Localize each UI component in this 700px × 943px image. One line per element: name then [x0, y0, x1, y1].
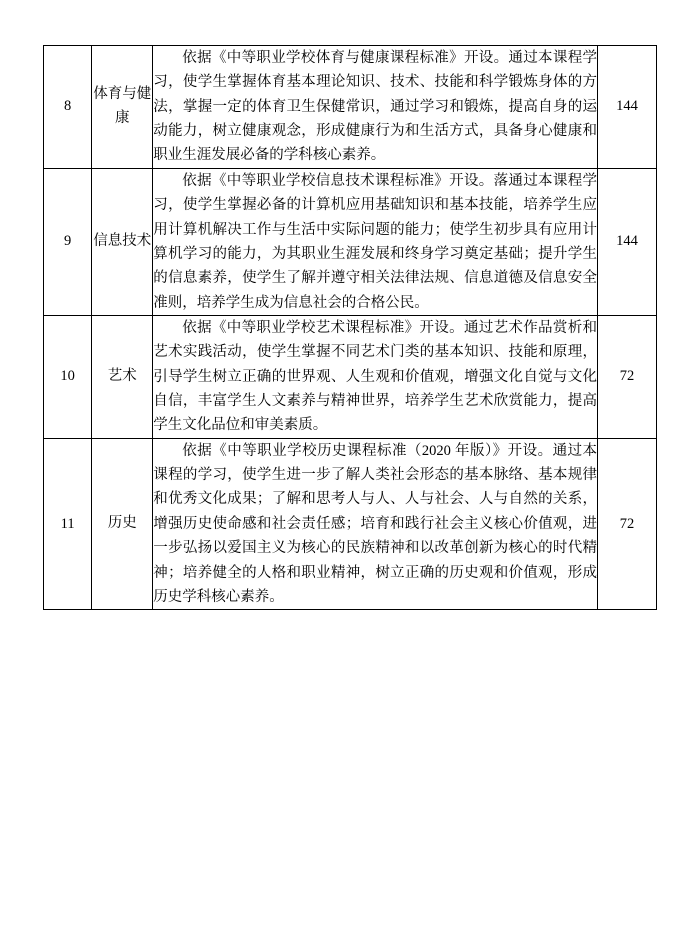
- course-name-text: 体育与健康: [93, 86, 152, 126]
- course-table-body: [44, 46, 657, 610]
- course-name-text: 艺术: [107, 368, 137, 385]
- row-number: 10: [44, 315, 92, 438]
- course-description: [153, 46, 598, 169]
- row-number: 11: [44, 438, 92, 610]
- course-hours: 72: [598, 315, 657, 438]
- course-table: [43, 45, 657, 610]
- course-description: [153, 438, 598, 610]
- course-description-text: 依据《中等职业学校历史课程标准（2020 年版）》开设。通过本课程的学习，使学生进一步了解人类社会形态的基本脉络、基本规律和优秀文化成果；了解和思考人与人、人与社会、人与自然的关系，增强历史使命感和社会责任感；培育和践行社会主义核心价值观，进一步弘扬以爱国主义为核心的民族精神和以改革创新为核心的时代精神；培养健全的人格和职业精神，树立正确的历史观和价值观，形成历史学科核心素养。: [153, 442, 598, 605]
- table-row: [44, 168, 657, 315]
- course-description-text: 依据《中等职业学校艺术课程标准》开设。通过艺术作品赏析和艺术实践活动，使学生掌握不同艺术门类的基本知识、技能和原理，引导学生树立正确的世界观、人生观和价值观，增强文化自觉与文化自信，丰富学生人文素养与精神世界，培养学生艺术欣赏能力，提高学生文化品位和审美素质。: [153, 319, 598, 434]
- course-hours: 144: [598, 46, 657, 169]
- course-name: [92, 46, 153, 169]
- course-description-text: 依据《中等职业学校信息技术课程标准》开设。落通过本课程学习，使学生掌握必备的计算机应用基础知识和基本技能，培养学生应用计算机解决工作与生活中实际问题的能力；使学生初步具有应用计算机学习的能力，为其职业生涯发展和终身学习奠定基础；提升学生的信息素养，使学生了解并遵守相关法律法规、信息道德及信息安全准则，培养学生成为信息社会的合格公民。: [153, 172, 598, 311]
- table-row: [44, 315, 657, 438]
- course-name: [92, 438, 153, 610]
- course-name: [92, 168, 153, 315]
- course-description-text: 依据《中等职业学校体育与健康课程标准》开设。通过本课程学习，使学生掌握体育基本理论知识、技术、技能和科学锻炼身体的方法，掌握一定的体育卫生保健常识，通过学习和锻炼，提高自身的运动能力，树立健康观念，形成健康行为和生活方式，具备身心健康和职业生涯发展必备的学科核心素养。: [153, 50, 598, 164]
- table-row: [44, 46, 657, 169]
- table-row: [44, 438, 657, 610]
- course-hours: 72: [598, 438, 657, 610]
- row-number: 8: [44, 46, 92, 169]
- course-name-text: 信息技术: [93, 233, 152, 250]
- course-name-text: 历史: [107, 515, 137, 532]
- course-name: [92, 315, 153, 438]
- course-hours: 144: [598, 168, 657, 315]
- row-number: 9: [44, 168, 92, 315]
- course-description: [153, 315, 598, 438]
- course-description: [153, 168, 598, 315]
